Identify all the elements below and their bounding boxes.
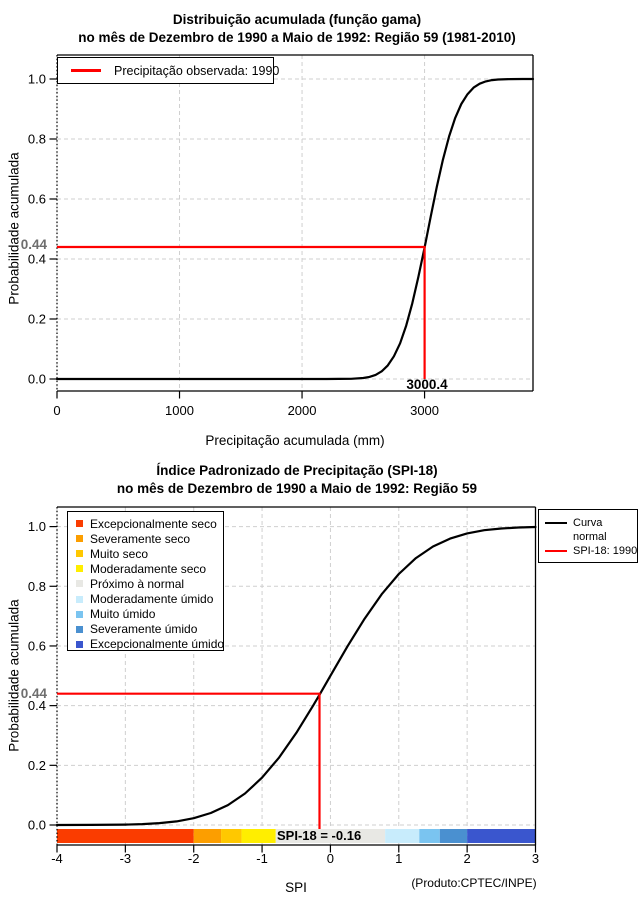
spi-y-tick-label: 1.0	[27, 519, 46, 535]
product-credit: (Produto:CPTEC/INPE)	[411, 876, 537, 890]
gamma-y-tick-label: 0.8	[27, 131, 46, 147]
normal-curve-line-sample	[545, 522, 567, 525]
legend-item-1	[74, 531, 223, 546]
spi-curve-legend	[538, 509, 638, 563]
gamma-marker-precip-value: 3000.4	[406, 377, 448, 392]
category-label: Muito úmido	[90, 607, 156, 622]
spi-x-tick-label: -4	[51, 851, 63, 866]
gamma-cdf-curve	[57, 79, 533, 379]
gamma-x-axis-label: Precipitação acumulada (mm)	[205, 433, 385, 448]
normal-curve-label-line1: Curva	[573, 517, 603, 529]
gamma-x-tick-label: 1000	[165, 403, 194, 418]
gamma-y-tick-label: 1.0	[27, 71, 46, 87]
category-color-chip	[76, 535, 83, 542]
gamma-y-tick-label: 0.2	[27, 311, 46, 327]
category-color-chip	[76, 565, 83, 572]
spi-y-tick-label: 0.0	[27, 817, 46, 833]
spi-1990-line-sample	[545, 550, 567, 553]
legend-item-6	[74, 607, 223, 622]
spi-x-tick-label: 1	[395, 851, 403, 866]
category-color-chip	[76, 520, 83, 527]
legend-row-curva-normal-cont	[543, 530, 637, 544]
category-color-chip	[76, 550, 83, 557]
gamma-x-tick-label: 0	[53, 403, 61, 418]
gamma-y-tick-label: 0.6	[27, 191, 46, 207]
spi-band-annotation: SPI-18 = -0.16	[277, 828, 362, 843]
legend-item-3	[74, 561, 223, 576]
gamma-y-tick-label: 0.4	[27, 251, 46, 267]
spi-y-tick-label: 0.8	[27, 578, 46, 594]
spi-category-legend	[67, 511, 224, 651]
legend-item-2	[74, 546, 223, 561]
category-label: Moderadamente úmido	[90, 592, 214, 607]
legend-item-4	[74, 576, 223, 591]
gamma-legend	[57, 57, 280, 84]
gamma-x-tick-label: 3000	[410, 403, 440, 418]
spi-y-tick-label: 0.4	[27, 698, 46, 714]
spi-marker-probability-value: 0.44	[20, 686, 47, 701]
legend-spacer	[545, 536, 567, 539]
gamma-marker-probability-value: 0.44	[20, 237, 47, 252]
category-color-chip	[76, 641, 83, 648]
gamma-y-axis-label: Probabilidade acumulada	[6, 152, 22, 305]
legend-item-5	[74, 591, 223, 606]
category-label: Severamente seco	[90, 531, 191, 546]
category-label: Excepcionalmente seco	[90, 516, 217, 531]
category-color-chip	[76, 626, 83, 633]
spi-x-tick-label: 0	[326, 851, 335, 866]
category-color-chip	[76, 596, 83, 603]
spi-x-tick-label: 2	[463, 851, 471, 866]
spi-x-tick-label: 3	[531, 851, 540, 866]
legend-item-0	[74, 516, 223, 531]
normal-curve-label-line2: normal	[573, 531, 607, 543]
spi-y-tick-label: 0.2	[27, 757, 46, 773]
gamma-legend-label: Precipitação observada: 1990	[114, 63, 280, 78]
spi-y-axis-label: Probabilidade acumulada	[6, 599, 22, 752]
spi-chart-title-line2: no mês de Dezembro de 1990 a Maio de 1992: Região 59	[116, 481, 478, 496]
spi-x-tick-label: -1	[256, 851, 268, 866]
category-color-chip	[76, 580, 83, 587]
gamma-axis-ticks	[28, 72, 439, 419]
category-label: Próximo à normal	[90, 576, 185, 591]
category-label: Severamente úmido	[90, 622, 198, 637]
spi-y-tick-label: 0.6	[27, 638, 46, 654]
spi-x-axis-label: SPI	[285, 880, 307, 895]
gamma-chart-title-line2: no mês de Dezembro de 1990 a Maio de 1992: Região 59 (1981-2010)	[78, 30, 516, 45]
gamma-chart-title-line1: Distribuição acumulada (função gama)	[172, 12, 422, 27]
category-label: Excepcionalmente úmido	[90, 637, 225, 652]
gamma-observation-marker-line	[57, 247, 425, 379]
category-color-chip	[76, 611, 83, 618]
category-label: Moderadamente seco	[90, 561, 207, 576]
spi-chart-title-line1: Índice Padronizado de Precipitação (SPI-18)	[156, 463, 438, 478]
legend-item-7	[74, 622, 223, 637]
legend-item-8	[74, 637, 223, 652]
spi-x-tick-label: -3	[119, 851, 132, 866]
spi-1990-label: SPI-18: 1990	[573, 545, 638, 557]
legend-row-spi-1990	[543, 544, 637, 558]
observed-precip-line-sample	[71, 69, 101, 72]
gamma-plot	[28, 55, 533, 418]
category-label: Muito seco	[90, 546, 149, 561]
legend-row-curva-normal	[543, 516, 637, 530]
gamma-y-tick-label: 0.0	[27, 371, 46, 387]
spi-x-tick-label: -2	[187, 851, 200, 866]
spi-observation-marker-line	[57, 694, 320, 829]
gamma-x-tick-label: 2000	[287, 403, 317, 418]
